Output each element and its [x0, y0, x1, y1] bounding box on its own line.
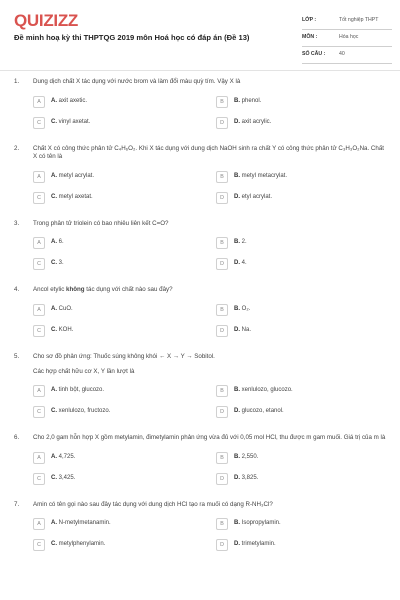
answer-options — [33, 518, 388, 553]
option-letter-box[interactable]: D — [216, 406, 228, 418]
question-number: 3. — [14, 219, 20, 227]
option-label: D. — [234, 118, 240, 125]
option-text — [234, 454, 258, 460]
option-letter-box[interactable]: B — [216, 96, 228, 108]
answer-row — [33, 539, 388, 553]
meta-row-question-count — [302, 47, 392, 64]
question-text — [33, 220, 388, 229]
answer-option-b[interactable] — [216, 385, 386, 399]
answer-row — [33, 406, 388, 420]
option-label: C. — [51, 541, 57, 548]
meta-value: 40 — [339, 51, 345, 57]
question-text — [33, 145, 388, 162]
answer-option-b[interactable] — [216, 518, 386, 532]
option-text — [51, 520, 111, 526]
option-letter-box[interactable]: A — [33, 385, 45, 397]
question-number: 7. — [14, 500, 20, 508]
answer-options — [33, 385, 388, 420]
option-text — [51, 387, 104, 393]
option-value: metylphenylamin. — [58, 541, 106, 548]
option-letter-box[interactable]: B — [216, 304, 228, 316]
option-value: KOH. — [58, 326, 74, 333]
option-value: trimetylamin. — [241, 541, 276, 548]
answer-option-d[interactable] — [216, 473, 386, 487]
option-label: C. — [51, 193, 57, 200]
option-text — [234, 541, 276, 547]
option-value: 2,550. — [241, 453, 259, 460]
answer-row — [33, 192, 388, 206]
option-letter-box[interactable]: D — [216, 192, 228, 204]
answer-option-c[interactable] — [33, 406, 203, 420]
option-letter-box[interactable]: B — [216, 171, 228, 183]
meta-key: MÔN : — [302, 34, 318, 40]
answer-options — [33, 96, 388, 131]
quizizz-logo: QUIZIZZ — [14, 11, 78, 30]
option-text — [234, 475, 258, 481]
option-label: D. — [234, 260, 240, 267]
option-text — [51, 98, 87, 104]
option-label: B. — [234, 172, 240, 179]
option-letter-box[interactable]: A — [33, 237, 45, 249]
option-text — [51, 194, 93, 200]
option-label: B. — [234, 520, 240, 527]
option-value: 2. — [241, 239, 247, 246]
answer-option-a[interactable] — [33, 237, 203, 251]
option-value: metyl acrylat. — [58, 172, 95, 179]
option-letter-box[interactable]: A — [33, 171, 45, 183]
question-number: 5. — [14, 352, 20, 360]
option-value: metyl metacrylat. — [241, 172, 288, 179]
answer-option-d[interactable] — [216, 192, 386, 206]
option-text — [51, 173, 94, 179]
meta-key: SỐ CÂU : — [302, 51, 326, 57]
option-value: N-metylmetanamin. — [58, 520, 111, 527]
answer-option-b[interactable] — [216, 96, 386, 110]
option-letter-box[interactable]: C — [33, 473, 45, 485]
question-5 — [0, 353, 400, 420]
option-label: A. — [51, 239, 57, 246]
question-7 — [0, 501, 400, 554]
option-letter-box[interactable]: C — [33, 325, 45, 337]
answer-options — [33, 237, 388, 272]
header — [0, 0, 400, 70]
option-text — [234, 520, 281, 526]
option-letter-box[interactable]: A — [33, 518, 45, 530]
answer-option-a[interactable] — [33, 385, 203, 399]
answer-row — [33, 237, 388, 251]
question-number: 2. — [14, 144, 20, 152]
option-label: B. — [234, 453, 240, 460]
option-label: D. — [234, 326, 240, 333]
option-value: 4,725. — [58, 453, 76, 460]
answer-option-b[interactable] — [216, 171, 386, 185]
meta-value: Tốt nghiệp THPT — [339, 17, 379, 23]
answer-row — [33, 171, 388, 185]
answer-option-c[interactable] — [33, 325, 203, 339]
answer-option-d[interactable] — [216, 325, 386, 339]
question-text-line: Chất X có công thức phân tử C₄H₆O₂. Khi X tác dụng với dung dịch NaOH sinh ra chất Y có công thức phân tử C₃H₃O₂Na. Chất X có tên là — [33, 144, 384, 161]
question-text-line: Các hợp chất hữu cơ X, Y lần lượt là — [33, 367, 135, 375]
question-3 — [0, 220, 400, 273]
option-value: axit acrylic. — [241, 118, 272, 125]
answer-row — [33, 518, 388, 532]
option-value: xenlulozo, glucozo. — [241, 387, 293, 394]
answer-option-c[interactable] — [33, 192, 203, 206]
option-label: B. — [234, 239, 240, 246]
option-value: 3,825. — [241, 474, 259, 481]
answer-option-b[interactable] — [216, 237, 386, 251]
option-value: metyl axetat. — [58, 193, 93, 200]
option-letter-box[interactable]: D — [216, 258, 228, 270]
answer-option-c[interactable] — [33, 117, 203, 131]
question-4 — [0, 286, 400, 339]
question-text — [33, 78, 388, 87]
option-letter-box[interactable]: D — [216, 539, 228, 551]
option-text — [234, 173, 287, 179]
question-text-line: Dung dịch chất X tác dụng với nước brom và làm đổi màu quỳ tím. Vậy X là — [33, 78, 241, 85]
meta-info — [302, 13, 392, 64]
option-label: D. — [234, 408, 240, 415]
question-text-line: Trong phân tử triolein có bao nhiêu liên kết C=O? — [33, 219, 169, 227]
option-letter-box[interactable]: B — [216, 518, 228, 530]
option-letter-box[interactable]: C — [33, 406, 45, 418]
answer-option-a[interactable] — [33, 452, 203, 466]
question-number: 1. — [14, 78, 20, 85]
option-text — [234, 98, 261, 104]
option-label: A. — [51, 305, 57, 312]
option-label: A. — [51, 453, 57, 460]
option-value: vinyl axetat. — [58, 118, 91, 125]
option-text — [51, 541, 105, 547]
option-text — [51, 454, 75, 460]
answer-option-c[interactable] — [33, 473, 203, 487]
option-label: B. — [234, 97, 240, 104]
answer-row — [33, 304, 388, 318]
option-label: D. — [234, 541, 240, 548]
option-value: O₂. — [241, 305, 251, 312]
option-text — [51, 306, 73, 312]
option-value: xenlulozo, fructozo. — [58, 408, 111, 415]
option-letter-box[interactable]: D — [216, 473, 228, 485]
option-letter-box[interactable]: C — [33, 192, 45, 204]
option-letter-box[interactable]: A — [33, 96, 45, 108]
question-text — [33, 501, 388, 510]
answer-option-a[interactable] — [33, 171, 203, 185]
page-title: Đề minh hoạ kỳ thi THPTQG 2019 môn Hoá học có đáp án (Đề 13) — [14, 33, 250, 42]
answer-option-c[interactable] — [33, 539, 203, 553]
option-text — [51, 119, 90, 125]
option-label: B. — [234, 305, 240, 312]
answer-row — [33, 385, 388, 399]
option-label: C. — [51, 118, 57, 125]
option-letter-box[interactable]: D — [216, 117, 228, 129]
question-2 — [0, 145, 400, 206]
answer-row — [33, 258, 388, 272]
answer-option-b[interactable] — [216, 452, 386, 466]
answer-options — [33, 304, 388, 339]
option-label: A. — [51, 97, 57, 104]
option-value: 6. — [58, 239, 64, 246]
question-6 — [0, 434, 400, 487]
answer-row — [33, 117, 388, 131]
question-text — [33, 434, 388, 443]
option-label: B. — [234, 387, 240, 394]
option-text — [234, 306, 250, 312]
option-value: tinh bột, glucozo. — [58, 387, 105, 394]
option-label: A. — [51, 387, 57, 394]
question-list — [0, 78, 400, 567]
option-letter-box[interactable]: C — [33, 117, 45, 129]
option-value: 3. — [58, 260, 64, 267]
option-text — [234, 260, 247, 266]
answer-option-d[interactable] — [216, 117, 386, 131]
option-value: axit axetic. — [58, 97, 88, 104]
option-text — [234, 239, 247, 245]
answer-options — [33, 171, 388, 206]
option-value: glucozo, etanol. — [241, 408, 284, 415]
option-label: D. — [234, 193, 240, 200]
option-value: phenol. — [241, 97, 262, 104]
option-label: C. — [51, 474, 57, 481]
meta-key: LỚP : — [302, 17, 317, 23]
option-value: 4. — [241, 260, 247, 267]
option-label: C. — [51, 326, 57, 333]
answer-options — [33, 452, 388, 487]
option-label: A. — [51, 520, 57, 527]
option-letter-box[interactable]: B — [216, 385, 228, 397]
question-text — [33, 353, 388, 376]
option-label: D. — [234, 474, 240, 481]
answer-row — [33, 325, 388, 339]
question-1 — [0, 78, 400, 131]
option-value: Na. — [241, 326, 252, 333]
option-label: C. — [51, 260, 57, 267]
answer-option-d[interactable] — [216, 539, 386, 553]
option-label: C. — [51, 408, 57, 415]
option-label: A. — [51, 172, 57, 179]
answer-option-b[interactable] — [216, 304, 386, 318]
question-number: 6. — [14, 434, 20, 442]
option-letter-box[interactable]: A — [33, 304, 45, 316]
answer-option-a[interactable] — [33, 518, 203, 532]
option-letter-box[interactable]: D — [216, 325, 228, 337]
option-value: etyl acrylat. — [241, 193, 273, 200]
meta-value: Hóa học — [339, 34, 359, 40]
answer-row — [33, 473, 388, 487]
answer-option-a[interactable] — [33, 304, 203, 318]
answer-row — [33, 452, 388, 466]
option-text — [234, 387, 293, 393]
option-value: 3,425. — [58, 474, 76, 481]
question-text-line: Cho sơ đồ phản ứng: Thuốc súng không khói ← X → Y → Sobitol. — [33, 352, 215, 360]
question-text: Ancol etylic không tác dụng với chất nào sau đây? — [33, 286, 173, 294]
answer-option-c[interactable] — [33, 258, 203, 272]
meta-row-class — [302, 13, 392, 30]
option-letter-box[interactable]: C — [33, 539, 45, 551]
question-text-line: Amin có tên gọi nào sau đây tác dụng với dung dịch HCl tạo ra muối có dạng R-NH₃Cl? — [33, 500, 273, 508]
option-letter-box[interactable]: C — [33, 258, 45, 270]
option-letter-box[interactable]: B — [216, 452, 228, 464]
option-text — [51, 475, 75, 481]
option-text — [51, 408, 110, 414]
option-letter-box[interactable]: A — [33, 452, 45, 464]
option-text — [234, 327, 251, 333]
option-text — [51, 260, 64, 266]
option-value: CuO. — [58, 305, 73, 312]
option-text — [51, 239, 64, 245]
answer-row — [33, 96, 388, 110]
option-value: Isopropylamin. — [241, 520, 281, 527]
meta-row-subject — [302, 30, 392, 47]
answer-option-a[interactable] — [33, 96, 203, 110]
option-text — [234, 119, 271, 125]
answer-option-d[interactable] — [216, 406, 386, 420]
option-text — [51, 327, 73, 333]
answer-option-d[interactable] — [216, 258, 386, 272]
question-number: 4. — [14, 286, 20, 294]
option-letter-box[interactable]: B — [216, 237, 228, 249]
header-divider — [0, 70, 400, 71]
question-text-line: Cho 2,0 gam hỗn hợp X gồm metylamin, đimetylamin phản ứng vừa đủ với 0,05 mol HCl, thu được m gam muối. Giá trị của m là — [33, 434, 386, 442]
option-text — [234, 194, 272, 200]
option-text — [234, 408, 284, 414]
